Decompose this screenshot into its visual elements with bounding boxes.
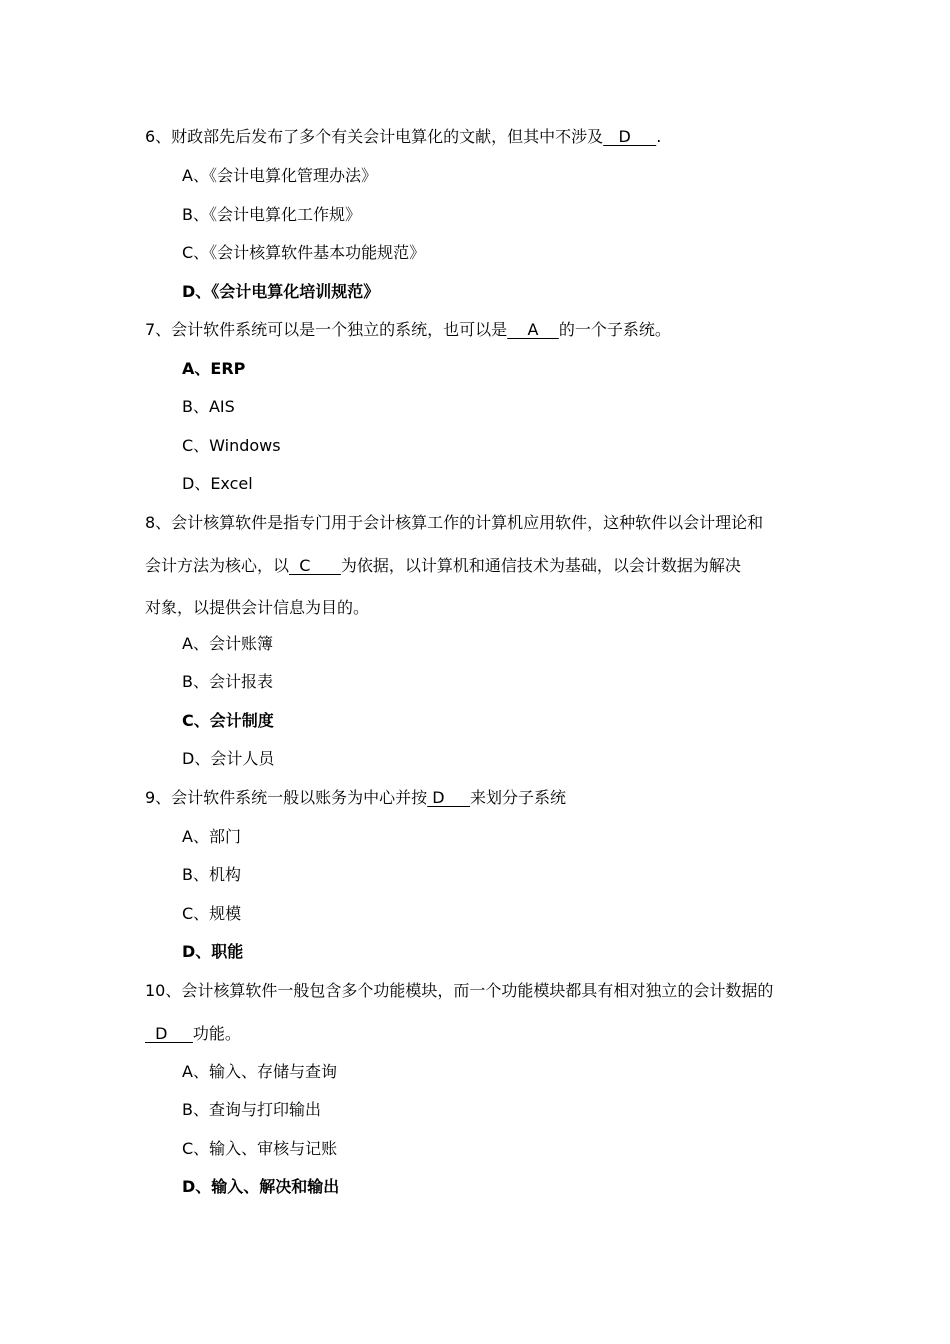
option-correct-answer: D、输入、解决和输出: [182, 1177, 340, 1196]
question-text: .: [656, 127, 662, 146]
option-item: A、部门: [182, 827, 241, 846]
question-7-line-1: [145, 320, 671, 340]
question-10-line-2: [145, 1024, 241, 1044]
option-item: C、输入、审核与记账: [182, 1139, 338, 1158]
answer-blank: D: [145, 1024, 193, 1043]
question-10-line-1: [145, 981, 773, 1001]
question-text: 会计方法为核心，以: [145, 556, 290, 575]
question-text: 8、会计核算软件是指专门用于会计核算工作的计算机应用软件，这种软件以会计理论和: [145, 513, 764, 532]
question-text: 9、会计软件系统一般以账务为中心并按: [145, 788, 428, 807]
option-item: D、会计人员: [182, 749, 275, 768]
question-text: 6、财政部先后发布了多个有关会计电算化的文献，但其中不涉及: [145, 127, 604, 146]
option-correct-answer: A、ERP: [182, 359, 246, 378]
answer-blank: D: [427, 788, 471, 807]
answer-blank: D: [603, 127, 657, 146]
option-item: B、会计报表: [182, 672, 273, 691]
question-text: 为依据，以计算机和通信技术为基础，以会计数据为解决: [340, 556, 741, 575]
option-item: C、《会计核算软件基本功能规范》: [182, 243, 426, 262]
question-9-line-1: [145, 788, 566, 808]
question-text: 10、会计核算软件一般包含多个功能模块，而一个功能模块都具有相对独立的会计数据的: [145, 981, 774, 1000]
question-8-line-3: [145, 598, 369, 618]
option-item: C、规模: [182, 904, 242, 923]
option-item: A、《会计电算化管理办法》: [182, 166, 377, 185]
option-correct-answer: D、《会计电算化培训规范》: [182, 282, 380, 301]
option-item: A、输入、存储与查询: [182, 1062, 337, 1081]
answer-blank: C: [289, 556, 341, 575]
option-item: B、AIS: [182, 397, 235, 416]
question-text: 的一个子系统。: [558, 320, 671, 339]
option-item: C、Windows: [182, 436, 281, 455]
question-text: 来划分子系统: [470, 788, 567, 807]
option-item: B、机构: [182, 865, 241, 884]
question-8-line-2: [145, 556, 741, 576]
question-text: 功能。: [192, 1024, 241, 1043]
answer-blank: A: [507, 320, 559, 339]
option-item: B、《会计电算化工作规》: [182, 205, 361, 224]
question-6-line-1: [145, 127, 661, 147]
option-item: A、会计账簿: [182, 634, 273, 653]
question-text: 对象，以提供会计信息为目的。: [145, 598, 370, 617]
option-item: D、Excel: [182, 474, 253, 493]
question-text: 7、会计软件系统可以是一个独立的系统，也可以是: [145, 320, 508, 339]
option-correct-answer: D、职能: [182, 942, 244, 961]
question-8-line-1: [145, 513, 763, 533]
option-correct-answer: C、会计制度: [182, 711, 274, 730]
option-item: B、查询与打印输出: [182, 1100, 321, 1119]
